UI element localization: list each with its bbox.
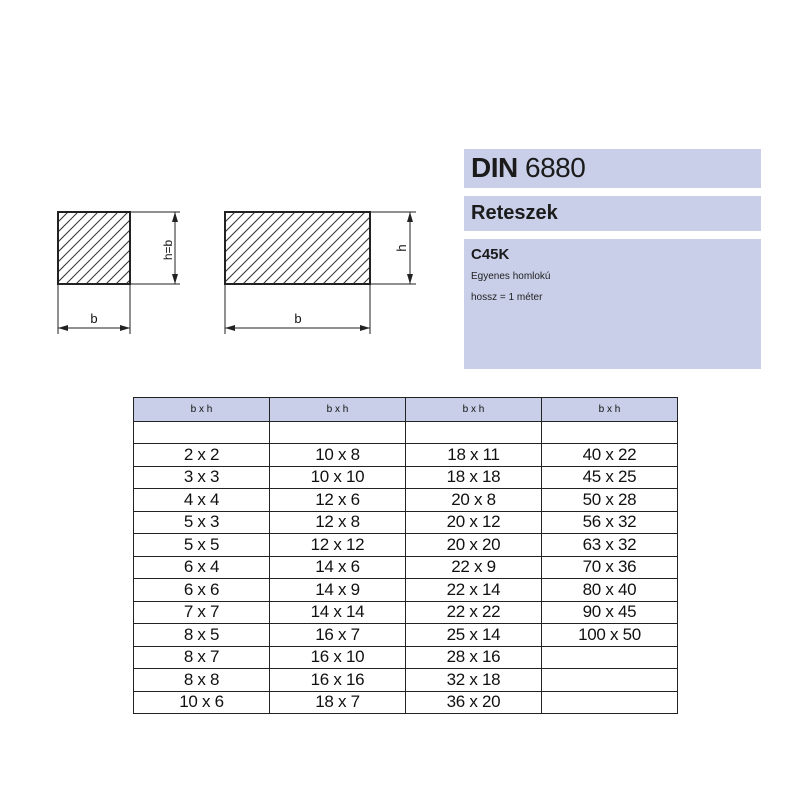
column-header: b x h [134, 398, 270, 422]
standard-prefix: DIN [471, 152, 518, 183]
size-cell: 10 x 8 [270, 444, 406, 467]
standard-title-panel [464, 149, 761, 188]
size-cell: 8 x 5 [134, 624, 270, 647]
table-row [134, 444, 678, 467]
hatch-line [48, 212, 98, 284]
size-cell: 100 x 50 [542, 624, 678, 647]
product-info-panel [464, 239, 761, 369]
table-row [134, 669, 678, 692]
table-row [134, 691, 678, 714]
size-cell [270, 422, 406, 444]
product-name-panel [464, 196, 761, 231]
hatch-line [196, 212, 268, 284]
size-cell [542, 669, 678, 692]
size-cell: 2 x 2 [134, 444, 270, 467]
size-cell: 14 x 14 [270, 601, 406, 624]
size-cell: 8 x 8 [134, 669, 270, 692]
size-cell: 22 x 14 [406, 579, 542, 602]
size-cell: 45 x 25 [542, 466, 678, 489]
square-height-label: h=b [161, 239, 175, 261]
size-cell: 70 x 36 [542, 556, 678, 579]
size-cell: 5 x 3 [134, 511, 270, 534]
size-cell [542, 646, 678, 669]
size-cell [134, 422, 270, 444]
size-cell: 4 x 4 [134, 489, 270, 512]
size-cell: 20 x 8 [406, 489, 542, 512]
column-header: b x h [406, 398, 542, 422]
size-cell [406, 422, 542, 444]
product-name: Reteszek [471, 202, 558, 224]
size-cell: 32 x 18 [406, 669, 542, 692]
size-cell: 10 x 10 [270, 466, 406, 489]
table-row [134, 422, 678, 444]
size-cell: 25 x 14 [406, 624, 542, 647]
size-cell: 8 x 7 [134, 646, 270, 669]
size-cell: 90 x 45 [542, 601, 678, 624]
hatch-line [166, 212, 238, 284]
hatch-line [146, 212, 218, 284]
size-cell: 22 x 22 [406, 601, 542, 624]
hatch-line [176, 212, 248, 284]
size-cell [542, 422, 678, 444]
length-label: hossz = 1 méter [471, 292, 543, 303]
table-row [134, 466, 678, 489]
size-cell: 14 x 9 [270, 579, 406, 602]
material-label: C45K [471, 246, 510, 263]
table-row [134, 556, 678, 579]
table-row [134, 489, 678, 512]
size-cell: 3 x 3 [134, 466, 270, 489]
size-cell: 16 x 7 [270, 624, 406, 647]
hatch-line [423, 212, 428, 284]
size-cell: 63 x 32 [542, 534, 678, 557]
size-cell: 36 x 20 [406, 691, 542, 714]
size-cell: 56 x 32 [542, 511, 678, 534]
hatch-line [48, 212, 78, 284]
size-cell: 18 x 11 [406, 444, 542, 467]
size-cell: 12 x 6 [270, 489, 406, 512]
size-cell: 50 x 28 [542, 489, 678, 512]
hatch-line [413, 212, 428, 284]
size-cell: 7 x 7 [134, 601, 270, 624]
size-cell: 5 x 5 [134, 534, 270, 557]
table-row [134, 646, 678, 669]
size-cell: 80 x 40 [542, 579, 678, 602]
size-cell: 6 x 6 [134, 579, 270, 602]
size-cell: 18 x 7 [270, 691, 406, 714]
rectangular-section [153, 212, 428, 334]
size-cell: 20 x 20 [406, 534, 542, 557]
table-row [134, 601, 678, 624]
key-cross-section-drawing [48, 198, 428, 348]
size-cell: 22 x 9 [406, 556, 542, 579]
table-header-row [134, 398, 678, 422]
column-header: b x h [542, 398, 678, 422]
square-section [48, 212, 268, 334]
size-cell: 20 x 12 [406, 511, 542, 534]
size-cell: 16 x 16 [270, 669, 406, 692]
size-cell: 18 x 18 [406, 466, 542, 489]
shape-label: Egyenes homlokú [471, 271, 551, 282]
size-cell: 12 x 8 [270, 511, 406, 534]
square-width-label: b [90, 311, 98, 326]
column-header: b x h [270, 398, 406, 422]
hatch-line [48, 212, 58, 284]
size-cell: 6 x 4 [134, 556, 270, 579]
table-row [134, 534, 678, 557]
hatch-line [186, 212, 258, 284]
size-cell: 14 x 6 [270, 556, 406, 579]
rect-width-label: b [294, 311, 302, 326]
size-cell: 10 x 6 [134, 691, 270, 714]
standard-number: 6880 [525, 152, 586, 183]
table-row [134, 511, 678, 534]
size-cell: 12 x 12 [270, 534, 406, 557]
table-row [134, 624, 678, 647]
standard-title [471, 152, 585, 184]
size-cell: 40 x 22 [542, 444, 678, 467]
rect-height-label: h [394, 244, 409, 252]
size-cell [542, 691, 678, 714]
table-row [134, 579, 678, 602]
table-body [134, 422, 678, 714]
size-table [133, 397, 678, 714]
size-cell: 16 x 10 [270, 646, 406, 669]
size-cell: 28 x 16 [406, 646, 542, 669]
